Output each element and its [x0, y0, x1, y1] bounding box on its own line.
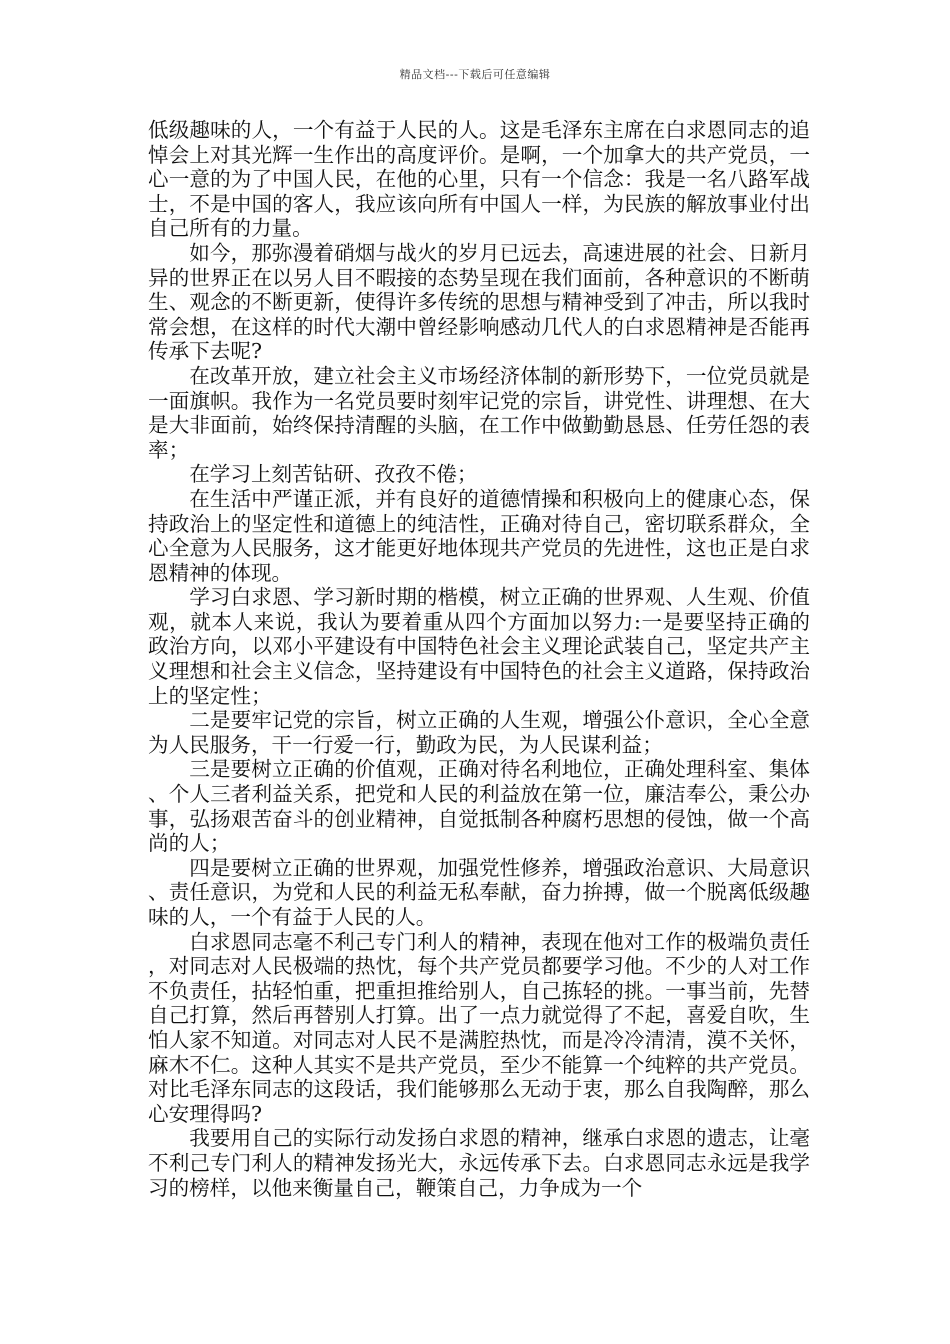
paragraph-5: 在生活中严谨正派，并有良好的道德情操和积极向上的健康心态，保持政治上的坚定性和道德上的纯洁性，正确对待自己，密切联系群众，全心全意为人民服务，这才能更好地体现共产党员的先进性，这也正是白求恩精神的体现。: [148, 486, 810, 585]
paragraph-6: 学习白求恩、学习新时期的楷模，树立正确的世界观、人生观、价值观，就本人来说，我认为要着重从四个方面加以努力:一是要坚持正确的政治方向，以邓小平建设有中国特色社会主义理论武装自己，坚定共产主义理想和社会主义信念，坚持建设有中国特色的社会主义道路，保持政治上的坚定性；: [148, 585, 810, 708]
paragraph-7: 二是要牢记党的宗旨，树立正确的人生观，增强公仆意识，全心全意为人民服务，干一行爱一行，勤政为民，为人民谋利益；: [148, 708, 810, 757]
paragraph-11: 我要用自己的实际行动发扬白求恩的精神，继承白求恩的遗志，让毫不利己专门利人的精神发扬光大，永远传承下去。白求恩同志永远是我学习的榜样，以他来衡量自己，鞭策自己，力争成为一个: [148, 1126, 810, 1200]
paragraph-10: 白求恩同志毫不利己专门利人的精神，表现在他对工作的极端负责任，对同志对人民极端的热忱，每个共产党员都要学习他。不少的人对工作不负责任，拈轻怕重，把重担推给别人，自己拣轻的挑。一事当前，先替自己打算，然后再替别人打算。出了一点力就觉得了不起，喜爱自吹，生怕人家不知道。对同志对人民不是满腔热忱，而是冷冷清清，漠不关怀，麻木不仁。这种人其实不是共产党员，至少不能算一个纯粹的共产党员。对比毛泽东同志的这段话，我们能够那么无动于衷，那么自我陶醉，那么心安理得吗?: [148, 929, 810, 1126]
document-body: [148, 118, 810, 1200]
page-header: 精品文档---下载后可任意编辑: [399, 68, 551, 81]
paragraph-3: 在改革开放，建立社会主义市场经济体制的新形势下，一位党员就是一面旗帜。我作为一名党员要时刻牢记党的宗旨，讲党性、讲理想、在大是大非面前，始终保持清醒的头脑，在工作中做勤勤恳恳、任劳任怨的表率；: [148, 363, 810, 462]
paragraph-2: 如今，那弥漫着硝烟与战火的岁月已远去，高速进展的社会、日新月异的世界正在以另人目不暇接的态势呈现在我们面前，各种意识的不断萌生、观念的不断更新，使得许多传统的思想与精神受到了冲击，所以我时常会想，在这样的时代大潮中曾经影响感动几代人的白求恩精神是否能再传承下去呢?: [148, 240, 810, 364]
paragraph-8: 三是要树立正确的价值观，正确对待名利地位，正确处理科室、集体、个人三者利益关系，把党和人民的利益放在第一位，廉洁奉公，秉公办事，弘扬艰苦奋斗的创业精神，自觉抵制各种腐朽思想的侵蚀，做一个高尚的人；: [148, 757, 810, 856]
paragraph-1: 低级趣味的人，一个有益于人民的人。这是毛泽东主席在白求恩同志的追悼会上对其光辉一生作出的高度评价。是啊，一个加拿大的共产党员，一心一意的为了中国人民，在他的心里，只有一个信念：我是一名八路军战士，不是中国的客人，我应该向所有中国人一样，为民族的解放事业付出自己所有的力量。: [148, 118, 810, 241]
paragraph-4: 在学习上刻苦钻研、孜孜不倦；: [189, 462, 478, 487]
paragraph-9: 四是要树立正确的世界观，加强党性修养，增强政治意识、大局意识、责任意识，为党和人民的利益无私奉献，奋力拚搏，做一个脱离低级趣味的人，一个有益于人民的人。: [148, 855, 810, 929]
